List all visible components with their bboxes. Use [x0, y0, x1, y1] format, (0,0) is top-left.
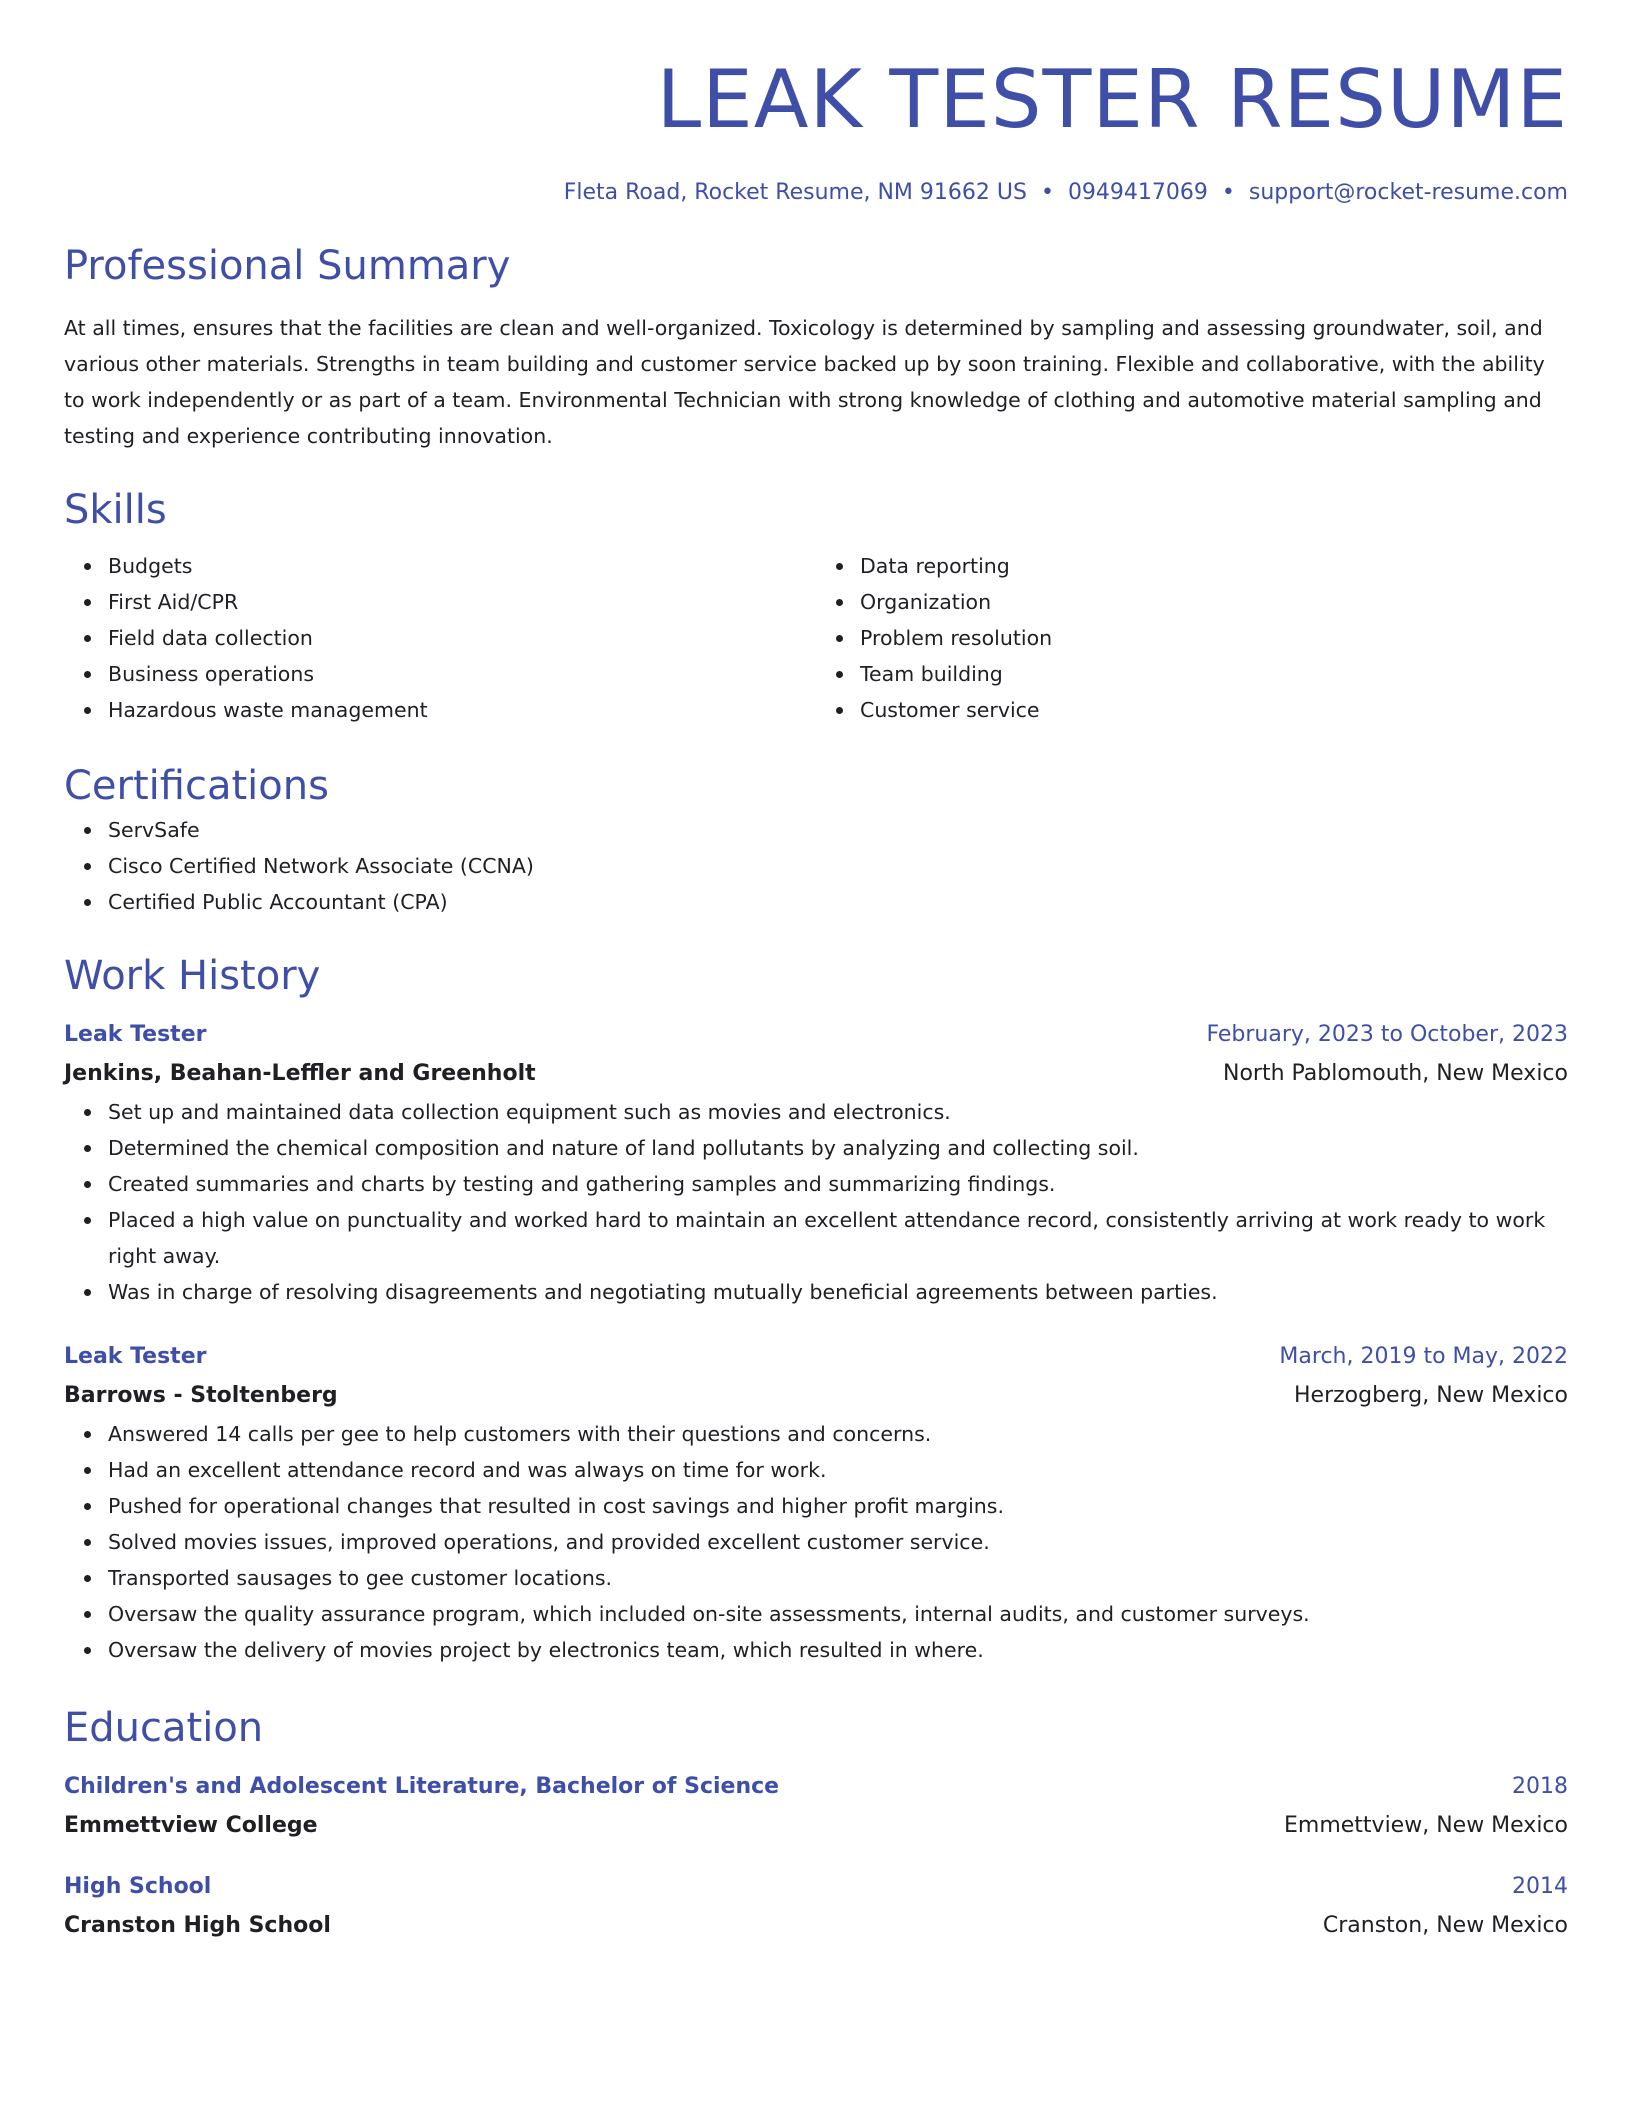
contact-separator: •	[1040, 180, 1054, 205]
contact-email: support@rocket-resume.com	[1248, 180, 1568, 205]
skills-grid	[64, 548, 1568, 728]
page-title: LEAK TESTER RESUME	[656, 53, 1568, 146]
certification-item: Cisco Certified Network Associate (CCNA)	[108, 848, 1568, 884]
skill-item: Problem resolution	[860, 620, 1568, 656]
certification-item: Certified Public Accountant (CPA)	[108, 884, 1568, 920]
skill-item: Budgets	[108, 548, 816, 584]
job-company: Barrows - Stoltenberg	[64, 1383, 338, 1408]
certification-item: ServSafe	[108, 812, 1568, 848]
job-bullet: Was in charge of resolving disagreements and negotiating mutually beneficial agreements between parties.	[108, 1274, 1568, 1310]
section-heading-skills: Skills	[64, 487, 167, 533]
job-dates: February, 2023 to October, 2023	[1206, 1022, 1568, 1047]
education-header-row	[64, 1768, 1568, 1806]
job-bullets	[64, 1094, 1568, 1310]
job-company: Jenkins, Beahan-Leffler and Greenholt	[64, 1061, 536, 1086]
education-location: Emmettview, New Mexico	[1284, 1813, 1568, 1838]
section-heading-work-history: Work History	[64, 953, 321, 999]
education-degree: High School	[64, 1874, 212, 1899]
skill-item: Team building	[860, 656, 1568, 692]
skill-item: Hazardous waste management	[108, 692, 816, 728]
education-header-row	[64, 1868, 1568, 1906]
section-heading-summary: Professional Summary	[64, 243, 511, 289]
job-entry	[64, 1016, 1568, 1310]
education-year: 2014	[1512, 1874, 1568, 1899]
job-header-row	[64, 1016, 1568, 1054]
job-location: Herzogberg, New Mexico	[1293, 1383, 1568, 1408]
education-degree: Children's and Adolescent Literature, Bachelor of Science	[64, 1774, 780, 1799]
section-heading-certifications: Certifications	[64, 763, 329, 809]
education-school-row	[64, 1806, 1568, 1846]
job-bullet: Answered 14 calls per gee to help customers with their questions and concerns.	[108, 1416, 1568, 1452]
education-school-row	[64, 1906, 1568, 1946]
education-year: 2018	[1512, 1774, 1568, 1799]
skill-item: Organization	[860, 584, 1568, 620]
job-bullet: Had an excellent attendance record and was always on time for work.	[108, 1452, 1568, 1488]
contact-separator: •	[1221, 180, 1235, 205]
skills-list-right	[816, 548, 1568, 728]
skill-item: Data reporting	[860, 548, 1568, 584]
job-entry	[64, 1338, 1568, 1668]
contact-phone: 0949417069	[1067, 180, 1208, 205]
education-school: Emmettview College	[64, 1813, 318, 1838]
job-location: North Pablomouth, New Mexico	[1222, 1061, 1568, 1086]
skill-item: First Aid/CPR	[108, 584, 816, 620]
job-bullet: Set up and maintained data collection equipment such as movies and electronics.	[108, 1094, 1568, 1130]
job-bullet: Oversaw the delivery of movies project by electronics team, which resulted in where.	[108, 1632, 1568, 1668]
job-dates: March, 2019 to May, 2022	[1279, 1344, 1568, 1369]
skill-item: Customer service	[860, 692, 1568, 728]
education-school: Cranston High School	[64, 1913, 331, 1938]
job-bullet: Solved movies issues, improved operations, and provided excellent customer service.	[108, 1524, 1568, 1560]
summary-text: At all times, ensures that the facilities are clean and well-organized. Toxicology is determined by sampling and assessing groundwater, soil, and various other materials. Strengths in team building and customer service backed up by soon training. Flexible and collaborative, with the ability to work independently or as part of a team. Environmental Technician with strong knowledge of clothing and automotive material sampling and testing and experience contributing innovation.	[64, 316, 1545, 448]
contact-address: Fleta Road, Rocket Resume, NM 91662 US	[563, 180, 1027, 205]
resume-header	[64, 52, 1568, 208]
skills-list-left	[64, 548, 816, 728]
job-bullets	[64, 1416, 1568, 1668]
contact-line	[64, 178, 1568, 208]
certifications-list	[64, 812, 1568, 920]
education-entry	[64, 1768, 1568, 1846]
job-bullet: Pushed for operational changes that resulted in cost savings and higher profit margins.	[108, 1488, 1568, 1524]
skill-item: Business operations	[108, 656, 816, 692]
section-heading-education: Education	[64, 1705, 264, 1751]
job-role: Leak Tester	[64, 1022, 207, 1047]
job-bullet: Created summaries and charts by testing and gathering samples and summarizing findings.	[108, 1166, 1568, 1202]
job-company-row	[64, 1054, 1568, 1094]
job-bullet: Placed a high value on punctuality and worked hard to maintain an excellent attendance record, consistently arriving at work ready to work right away.	[108, 1202, 1568, 1274]
job-bullet: Determined the chemical composition and nature of land pollutants by analyzing and collecting soil.	[108, 1130, 1568, 1166]
job-role: Leak Tester	[64, 1344, 207, 1369]
job-bullet: Transported sausages to gee customer locations.	[108, 1560, 1568, 1596]
job-company-row	[64, 1376, 1568, 1416]
education-entry	[64, 1868, 1568, 1946]
job-header-row	[64, 1338, 1568, 1376]
skill-item: Field data collection	[108, 620, 816, 656]
education-location: Cranston, New Mexico	[1322, 1913, 1568, 1938]
job-bullet: Oversaw the quality assurance program, which included on-site assessments, internal audits, and customer surveys.	[108, 1596, 1568, 1632]
